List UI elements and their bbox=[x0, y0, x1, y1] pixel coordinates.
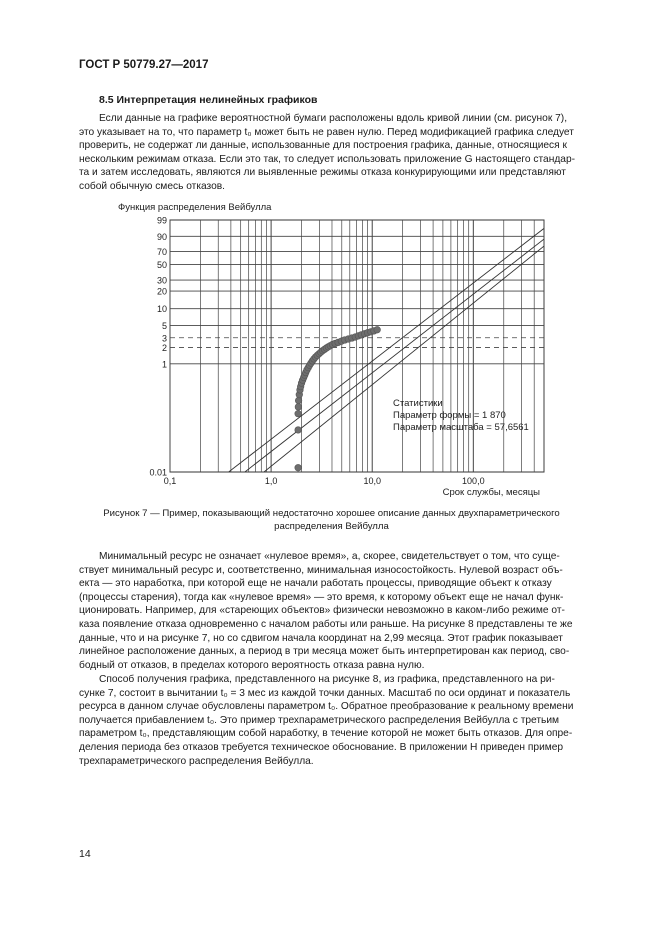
paragraph-line: (процессы старения), тогда как «нулевое время» — это время, к которому объект еще не начал функ- bbox=[79, 591, 564, 603]
y-tick-label: 0.01 bbox=[149, 467, 167, 478]
paragraph-line: трехпараметрического распределения Вейбулла. bbox=[79, 755, 314, 767]
tick-labels bbox=[149, 216, 484, 487]
fit-lines bbox=[229, 228, 544, 472]
paragraph-line: ствует минимальный ресурс и, соответственно, минимальная износостойкость. Нулевой возраст объ- bbox=[79, 564, 563, 576]
y-tick-label: 50 bbox=[156, 259, 167, 270]
y-tick-label: 90 bbox=[156, 231, 167, 242]
paragraph-line: нескольким режимам отказа. Если это так, то следует использовать приложение G настоящего стандар- bbox=[79, 153, 576, 165]
caption-line: Рисунок 7 — Пример, показывающий недостаточно хорошее описание данных двухпараметрического bbox=[103, 508, 560, 519]
paragraph-3 bbox=[79, 673, 579, 768]
chart-title: Функция распределения Вейбулла bbox=[118, 202, 272, 213]
paragraph-line: та и затем исследовать, являются ли выявленные режимы отказа конкурирующими или представляют bbox=[79, 167, 566, 179]
y-tick-label: 5 bbox=[161, 321, 167, 332]
paragraph-line: Способ получения графика, представленного на рисунке 8, из графика, представленного на ри- bbox=[99, 674, 555, 685]
data-point bbox=[295, 397, 302, 404]
paragraph-line: линейное расположение данных, а период в три месяца может быть интерпретирован как период, сво- bbox=[79, 646, 570, 658]
plot-frame bbox=[170, 220, 544, 472]
paragraph-line: данные, что и на рисунке 7, но со сдвигом начала координат на 2,99 месяца. Этот график показывает bbox=[79, 632, 563, 644]
section-title: 8.5 Интерпретация нелинейных графиков bbox=[99, 94, 318, 106]
x-axis-label: Срок службы, месяцы bbox=[442, 487, 540, 498]
y-tick-label: 99 bbox=[156, 215, 167, 226]
data-point bbox=[374, 326, 381, 333]
page-number: 14 bbox=[79, 848, 91, 860]
paragraph-line: ресурса в данном случае обусловлены параметром t₀. Обратное преобразование к реальному времени bbox=[79, 701, 574, 713]
data-point bbox=[295, 427, 302, 434]
y-tick-label: 10 bbox=[156, 304, 167, 315]
paragraph-line: деления периода без отказов требуется техническое обоснование. В приложении H приведен пример bbox=[79, 741, 564, 753]
figure-caption bbox=[79, 508, 584, 533]
paragraph-line: Если данные на графике вероятностной бумаги расположены вдоль кривой линии (см. рисунок 7), bbox=[99, 113, 568, 124]
stats-scale: Параметр масштаба = 57,6561 bbox=[393, 422, 529, 433]
fit-line bbox=[229, 228, 544, 472]
paragraph-line: это указывает на то, что параметр t₀ может быть не равен нулю. Перед модификацией графика следует bbox=[79, 126, 574, 138]
paragraph-1 bbox=[79, 112, 579, 194]
paragraph-line: параметром t₀, представляющим собой наработку, в течение которой не может быть отказов. Для опре- bbox=[79, 728, 573, 740]
y-tick-label: 3 bbox=[161, 333, 167, 344]
weibull-chart bbox=[110, 198, 560, 503]
x-tick-label: 100,0 bbox=[462, 476, 485, 486]
y-tick-label: 30 bbox=[156, 275, 167, 286]
document-header: ГОСТ Р 50779.27—2017 bbox=[79, 59, 209, 71]
data-point bbox=[295, 404, 302, 411]
paragraph-line: бодный от отказов, в пределах которого вероятность отказа равна нулю. bbox=[79, 659, 425, 671]
caption-line: распределения Вейбулла bbox=[274, 520, 389, 532]
paragraph-line: каза появление отказа одновременно с началом работы или раньше. На рисунке 8 представлены те же bbox=[79, 618, 573, 630]
paragraph-2 bbox=[79, 550, 579, 672]
y-tick-label: 20 bbox=[156, 286, 167, 297]
weibull-chart-svg bbox=[110, 198, 560, 503]
paragraph-line: екта — это наработка, при которой еще не начали работать процессы, приводящие объект к отказу bbox=[79, 578, 552, 590]
paragraph-line: собой обычную смесь отказов. bbox=[79, 180, 226, 192]
paragraph-line: Минимальный ресурс не означает «нулевое время», а, скорее, свидетельствует о том, что суще- bbox=[99, 551, 560, 562]
x-tick-label: 1,0 bbox=[264, 476, 278, 486]
data-point bbox=[295, 410, 302, 417]
data-point bbox=[295, 464, 302, 471]
y-tick-label: 2 bbox=[161, 342, 167, 353]
fit-line bbox=[245, 239, 544, 472]
paragraph-line: ционировать. Например, для «стареющих объектов» физически невозможно в каком-либо режиме от- bbox=[79, 605, 565, 617]
paragraph-line: получается прибавлением t₀. Это пример трехпараметрического распределения Вейбулла с третьим bbox=[79, 714, 560, 726]
x-tick-label: 0,1 bbox=[163, 476, 177, 486]
stats-heading: Статистики bbox=[393, 398, 443, 409]
y-tick-label: 70 bbox=[156, 246, 167, 257]
y-tick-label: 1 bbox=[161, 359, 167, 370]
chart-grid bbox=[170, 220, 544, 472]
x-tick-label: 10,0 bbox=[363, 476, 381, 486]
paragraph-line: сунке 7, состоит в вычитании t₀ = 3 мес из каждой точки данных. Масштаб по оси ординат и показатель bbox=[79, 687, 571, 699]
stats-shape: Параметр формы = 1 870 bbox=[393, 410, 506, 421]
paragraph-line: проверить, не содержат ли данные, использованные для построения графика, данные, относящиеся к bbox=[79, 140, 567, 152]
